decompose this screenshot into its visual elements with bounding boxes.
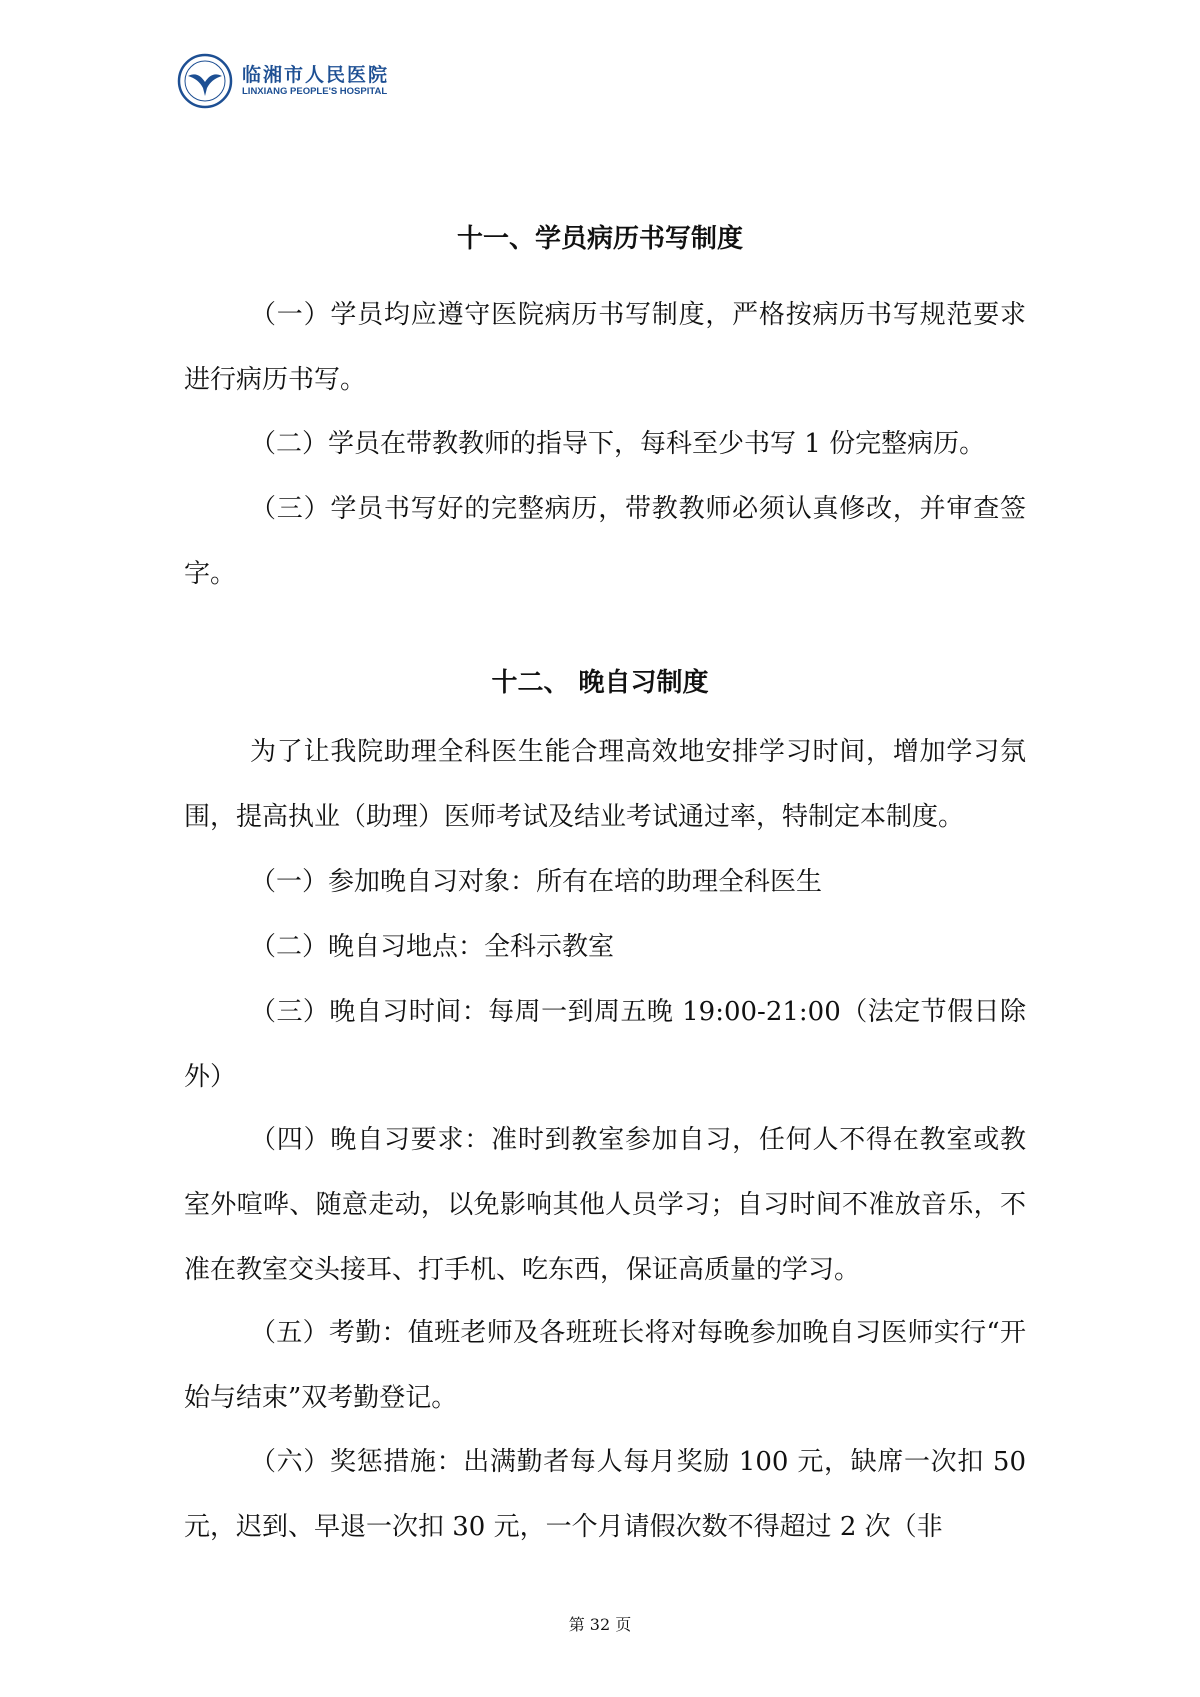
hospital-name-cn: 临湘市人民医院 — [242, 64, 390, 86]
section-12-item-6: （六）奖惩措施：出满勤者每人每月奖励 100 元，缺席一次扣 50 元，迟到、早退一次扣 30 元，一个月请假次数不得超过 2 次（非 — [184, 1447, 1026, 1542]
section-12-title: 十二、 晚自习制度 — [491, 668, 709, 698]
section-11-paragraph-3: （三）学员书写好的完整病历，带教教师必须认真修改，并审查签字。 — [184, 494, 1026, 589]
section-12-intro: 为了让我院助理全科医生能合理高效地安排学习时间，增加学习氛围，提高执业（助理）医师考试及结业考试通过率，特制定本制度。 — [184, 737, 1026, 832]
hospital-logo — [176, 52, 416, 112]
section-12-item-1: （一）参加晚自习对象：所有在培的助理全科医生 — [250, 867, 823, 897]
section-12-item-2: （二）晚自习地点：全科示教室 — [250, 932, 615, 962]
section-12-item-3: （三）晚自习时间：每周一到周五晚 19:00-21:00（法定节假日除外） — [184, 997, 1026, 1092]
section-12-item-5: （五）考勤：值班老师及各班班长将对每晚参加晚自习医师实行“开始与结束”双考勤登记。 — [184, 1318, 1026, 1413]
hospital-emblem-icon — [176, 52, 234, 110]
section-11-paragraph-1: （一）学员均应遵守医院病历书写制度，严格按病历书写规范要求进行病历书写。 — [184, 300, 1026, 395]
page-number: 第 32 页 — [568, 1615, 632, 1634]
section-12-item-4: （四）晚自习要求：准时到教室参加自习，任何人不得在教室或教室外喧哗、随意走动，以免影响其他人员学习；自习时间不准放音乐，不准在教室交头接耳、打手机、吃东西，保证高质量的学习。 — [184, 1125, 1026, 1285]
section-11-title: 十一、学员病历书写制度 — [456, 224, 743, 254]
section-11-paragraph-2: （二）学员在带教教师的指导下，每科至少书写 1 份完整病历。 — [250, 429, 986, 459]
hospital-name-en: LINXIANG PEOPLE'S HOSPITAL — [242, 86, 388, 97]
